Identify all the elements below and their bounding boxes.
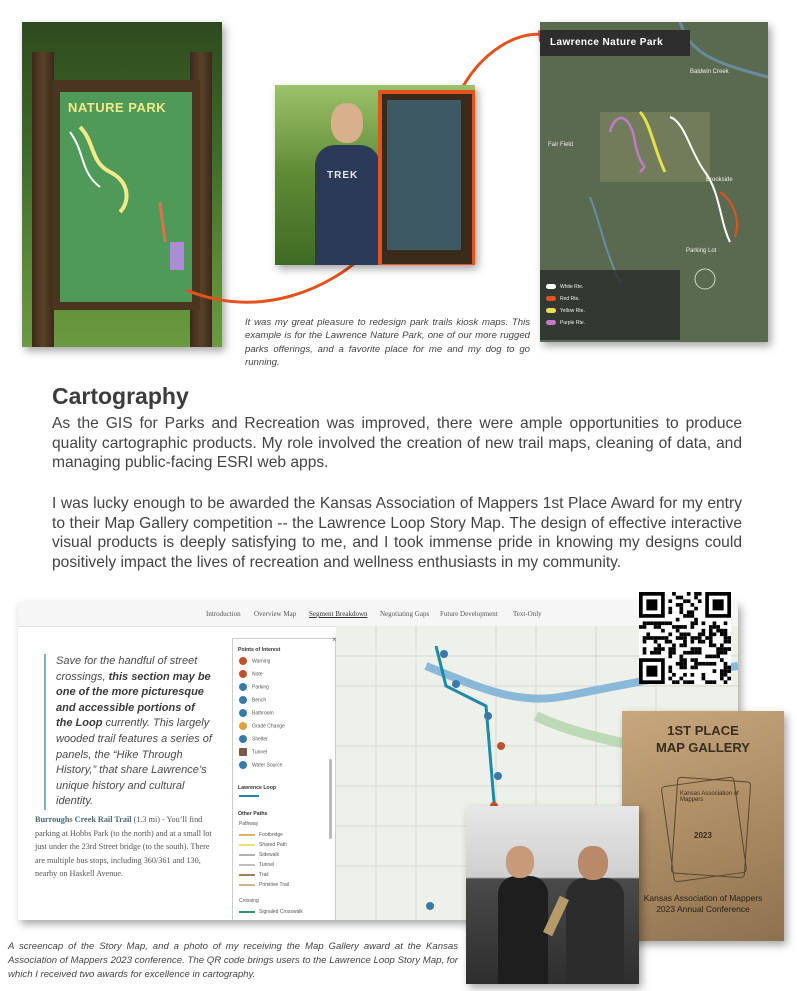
legend-heading-crossing: Crossing (239, 898, 259, 904)
grade-change-icon (239, 722, 247, 730)
legend-heading-pathway: Pathway (239, 821, 259, 827)
award-title-1: 1ST PLACE (667, 723, 739, 738)
map-label-parking: Parking Lot (686, 248, 717, 254)
section-heading: Cartography (52, 383, 189, 409)
paragraph-2: I was lucky enough to be awarded the Kansas Association of Mappers 1st Place Award for my entry to their Map Gallery competition -- the Lawrence Loop Story Map. The design of effective interactive visual products is deeply satisfying to me, and I took immense pride in knowing my designs could positively impact the lives of recreation and wellness enthusiasts in my community. (52, 495, 742, 571)
path-trail: Trail (239, 872, 269, 878)
paragraph-1: As the GIS for Parks and Recreation was improved, there were ample opportunities to produce quality cartographic products. My role involved the creation of new trail maps, cleaning of data, and managing public-facing ESRI web apps. (52, 415, 742, 471)
nav-text-only[interactable]: Text-Only (513, 610, 542, 618)
award-title-2: MAP GALLERY (656, 740, 750, 755)
story-map-legend-panel (232, 638, 336, 920)
map-label-field: Fair Field (548, 142, 574, 148)
poi-water-source: Water Source (239, 761, 282, 769)
card-text: Kansas Association of Mappers (680, 791, 739, 803)
close-icon[interactable]: × (332, 635, 337, 644)
person-presenter (566, 878, 624, 984)
nav-segment-breakdown[interactable]: Segment Breakdown (309, 610, 368, 618)
award-plaque-photo (622, 711, 784, 941)
poi-tunnel: Tunnel (239, 748, 267, 756)
award-ceremony-photo (466, 806, 639, 984)
award-year: 2023 (694, 831, 712, 840)
legend-heading-poi: Points of Interest (238, 647, 281, 653)
poi-grade-change: Grade Change (239, 722, 285, 730)
poi-bathroom: Bathroom (239, 709, 274, 717)
legend-heading-loop: Lawrence Loop (238, 785, 277, 791)
story-map-nav (18, 602, 738, 627)
person-body (315, 145, 380, 265)
legend-row-purple: Purple Rte. (546, 320, 585, 326)
note-icon (239, 670, 247, 678)
legend-row-white: White Rte. (546, 284, 583, 290)
legend-row-yellow: Yellow Rte. (546, 308, 585, 314)
story-map-intro-text: Save for the handful of street crossings, this section may be one of the more picturesque and accessible portions of the Loop currently. This largely wooded trail features a series of panels, the “Hike Through History,” that share Lawrence’s unique history and cultural identity. (44, 654, 214, 810)
park-map-legend (540, 270, 680, 340)
park-caption: It was my great pleasure to redesign park trails kiosk maps. This example is for the Lawrence Nature Park, one of our more rugged parks offerings, and a favorite place for me and my dog to go running. (245, 317, 530, 369)
poi-warning: Warning (239, 657, 270, 665)
poi-bench: Bench (239, 696, 266, 704)
poi-shelter: Shelter (239, 735, 268, 743)
person-head (331, 103, 363, 143)
award-footer: Kansas Association of Mappers 2023 Annual Conference (643, 893, 763, 914)
water-source-icon (239, 761, 247, 769)
park-map-title: Lawrence Nature Park (550, 37, 664, 48)
legend-row-red: Red Rte. (546, 296, 580, 302)
nav-introduction[interactable]: Introduction (206, 610, 241, 618)
path-footbridge: Footbridge (239, 832, 283, 838)
shirt-text: TREK (327, 170, 359, 181)
tunnel-icon (239, 748, 247, 756)
warning-icon (239, 657, 247, 665)
legend-scrollbar[interactable] (329, 759, 332, 839)
path-shared: Shared Path (239, 842, 287, 848)
recipient-head (506, 846, 534, 878)
parking-icon (239, 683, 247, 691)
shelter-icon (239, 735, 247, 743)
qr-code-graphic (639, 592, 731, 684)
qr-code[interactable] (639, 592, 731, 684)
nav-future-development[interactable]: Future Development (440, 610, 498, 618)
award-caption: A screencap of the Story Map, and a photo of my receiving the Map Gallery award at the Kansas Association of Mappers 2023 conference. The QR code brings users to the Lawrence Loop Story Map, for which I received two awards for excellence in cartography. (8, 941, 458, 980)
legend-heading-other: Other Paths (238, 811, 268, 817)
map-label-brookside: Brookside (706, 177, 733, 183)
presenter-head (578, 846, 608, 880)
kiosk-map (387, 100, 461, 250)
bench-icon (239, 696, 247, 704)
nav-overview-map[interactable]: Overview Map (254, 610, 297, 618)
person-recipient (498, 876, 548, 984)
loop-line-swatch (239, 795, 259, 797)
map-label-creek: Baldwin Creek (690, 69, 729, 75)
sign-board-title: NATURE PARK (68, 100, 167, 115)
bathroom-icon (239, 709, 247, 717)
poi-note: Note (239, 670, 263, 678)
poi-parking: Parking (239, 683, 269, 691)
nav-negotiating-gaps[interactable]: Negotiating Gaps (380, 610, 430, 618)
crossing-signaled: Signaled Crosswalk (239, 909, 303, 915)
path-sidewalk: Sidewalk (239, 852, 279, 858)
story-map-trail-text: Burroughs Creek Rail Trail (1.3 mi) - You’ll find parking at Hobbs Park (to the north) and at a small lot just under the 23rd Street bridge (to the south). There are multiple bus stops, including 360/361 and 130, nearby on Haskell Avenue. (35, 815, 212, 878)
lawrence-nature-park-map (540, 22, 768, 342)
path-primitive: Primitive Trail (239, 882, 289, 888)
path-tunnel: Tunnel (239, 862, 274, 868)
person-kiosk-photo (275, 85, 475, 265)
